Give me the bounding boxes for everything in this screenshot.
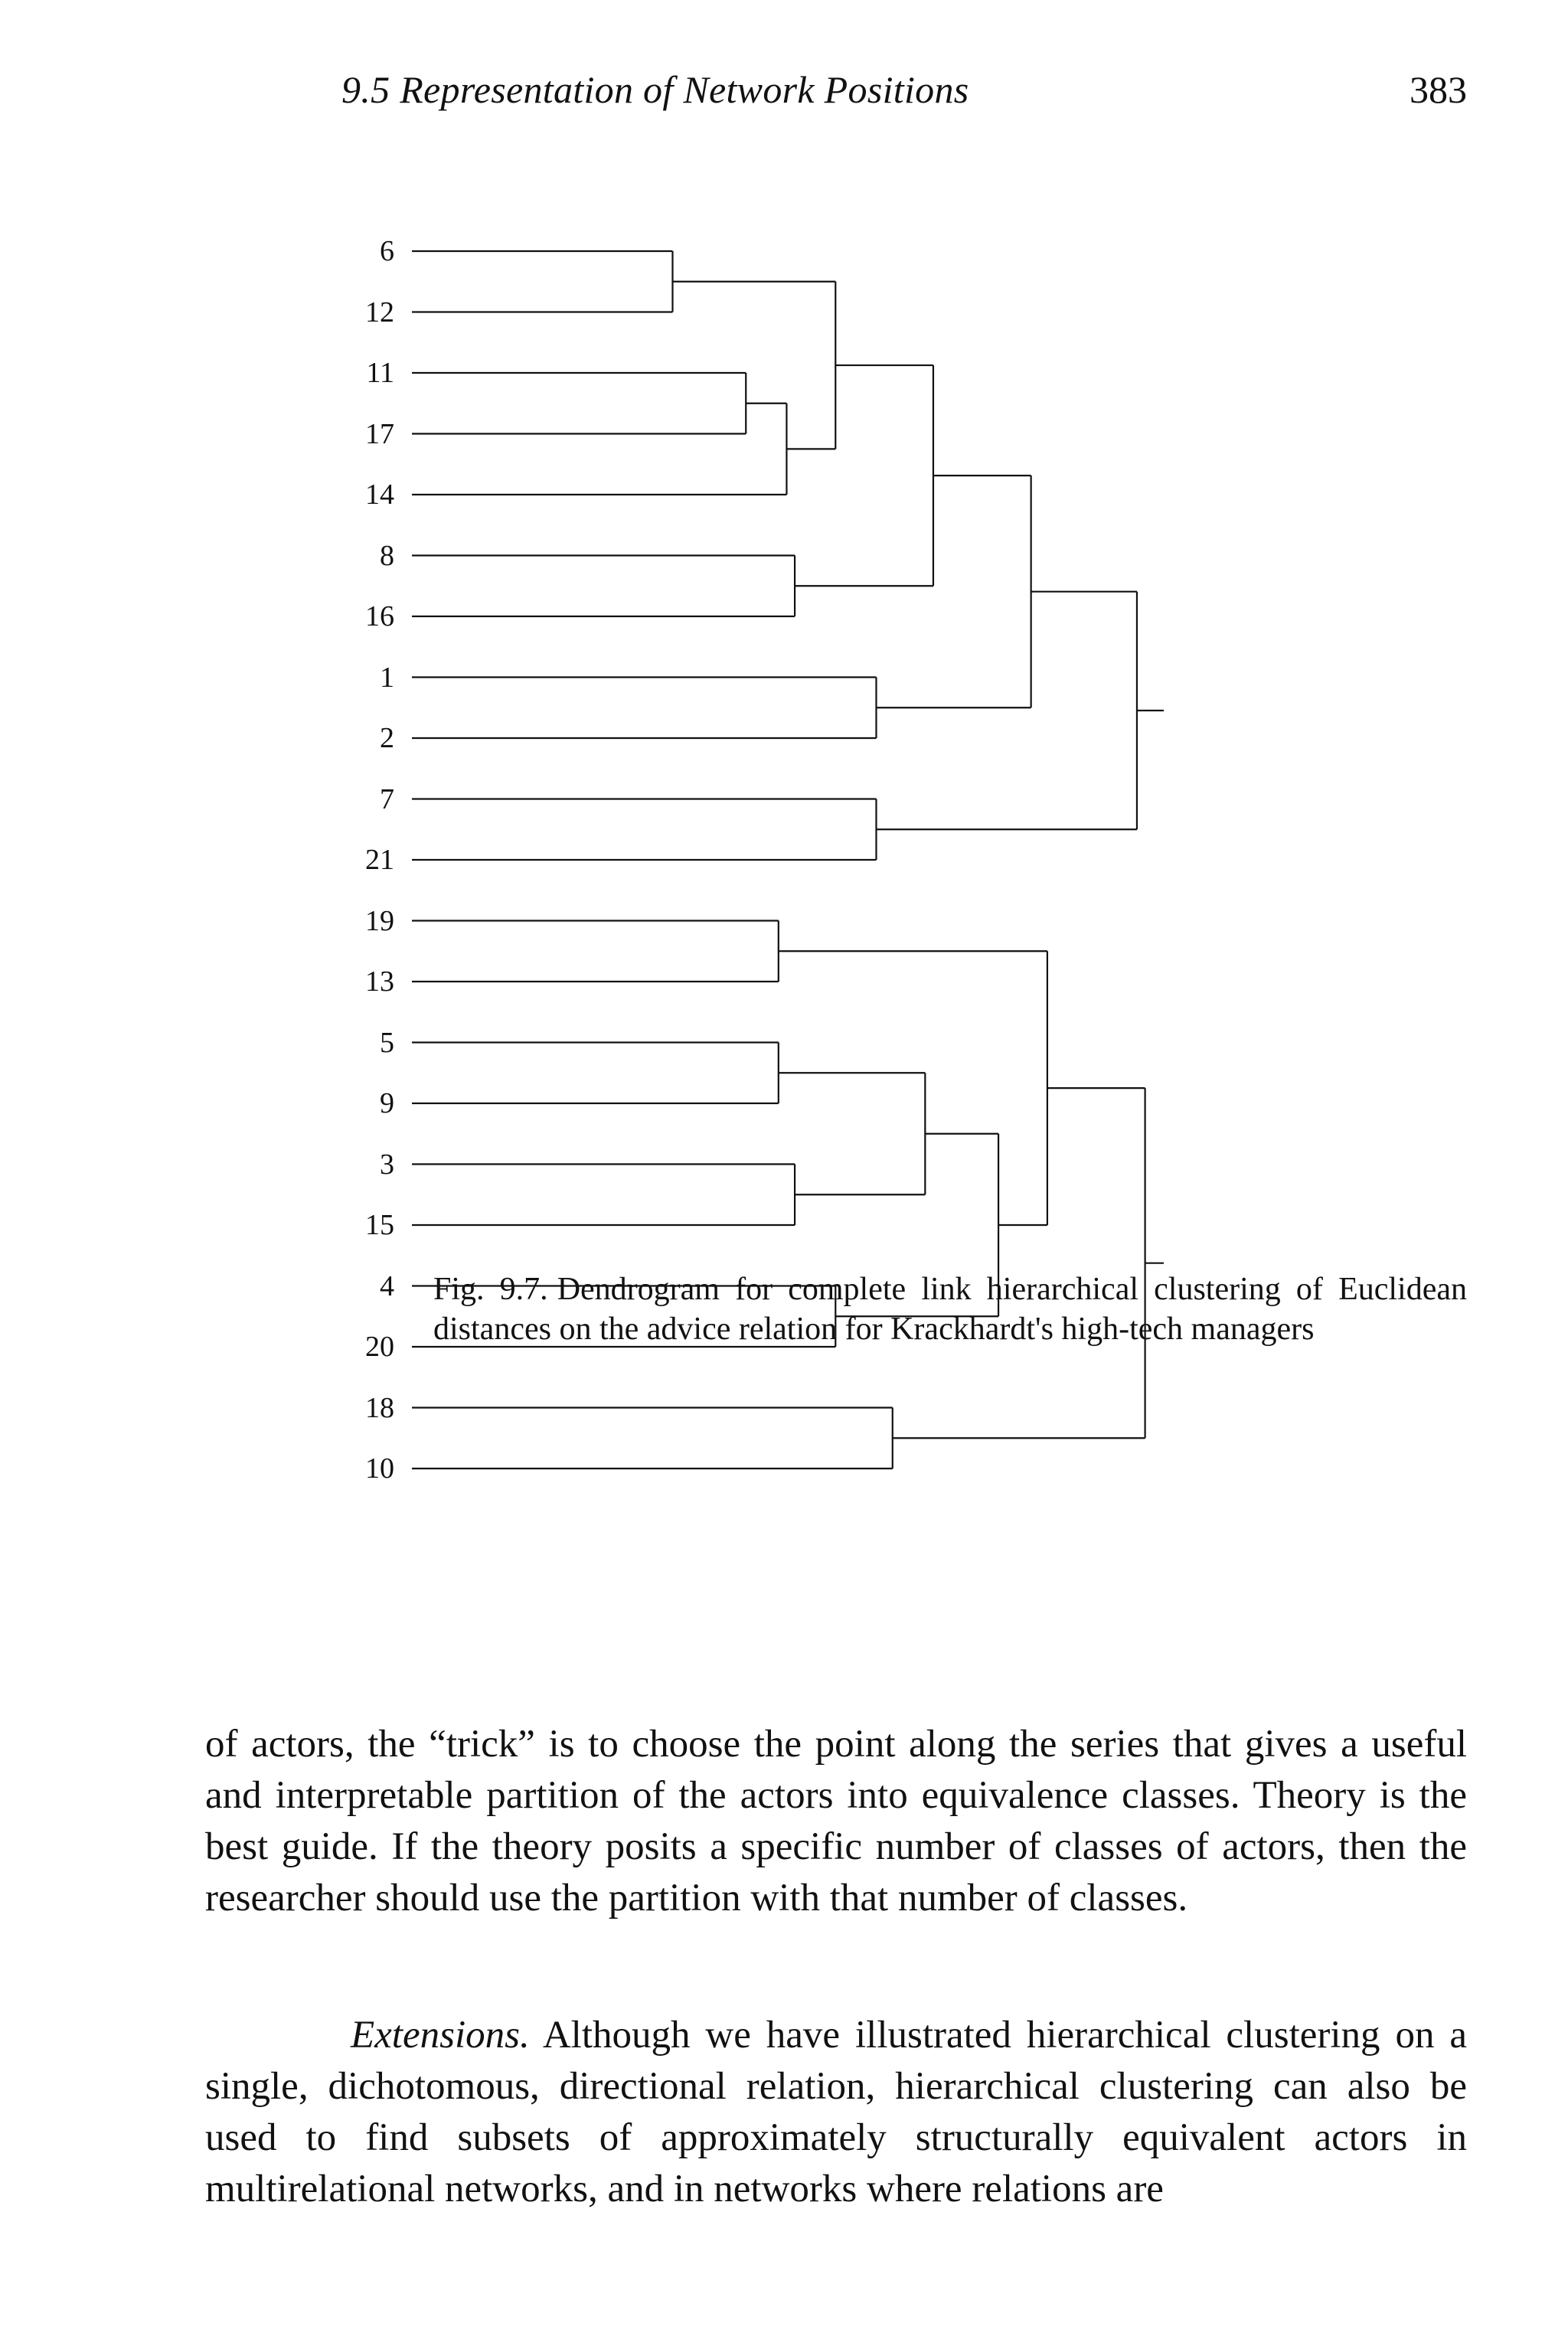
body-paragraph-2: [205, 2010, 1467, 2215]
leaf-label-3: 3: [380, 1148, 394, 1181]
figure-caption: [433, 1269, 1467, 1349]
leaf-label-20: 20: [365, 1331, 394, 1363]
leaf-label-8: 8: [380, 539, 394, 572]
leaf-label-14: 14: [365, 479, 394, 511]
leaf-label-9: 9: [380, 1087, 394, 1119]
caption-text: Dendrogram for complete link hierarchical clustering of Euclidean distances on the advice relation for Krackhardt's high-tech managers: [433, 1272, 1467, 1347]
running-head: [341, 67, 1467, 129]
leaf-label-2: 2: [380, 722, 394, 754]
leaf-label-12: 12: [365, 296, 394, 328]
leaf-label-17: 17: [365, 417, 394, 450]
leaf-label-1: 1: [380, 661, 394, 694]
leaf-label-21: 21: [365, 844, 394, 876]
leaf-label-7: 7: [380, 782, 394, 815]
leaf-label-19: 19: [365, 904, 394, 937]
paragraph-heading: Extensions.: [351, 2014, 530, 2057]
leaf-label-15: 15: [365, 1209, 394, 1241]
page-number: 383: [1410, 68, 1467, 111]
leaf-label-6: 6: [380, 235, 394, 267]
leaf-label-13: 13: [365, 965, 394, 998]
leaf-label-16: 16: [365, 600, 394, 632]
leaf-label-11: 11: [366, 357, 394, 389]
leaf-label-10: 10: [365, 1452, 394, 1485]
body-paragraph-1: of actors, the “trick” is to choose the point along the series that gives a useful and interpretable partition of the actors into equivalence classes. Theory is the best guide. If the theory posits a specific number of classes of actors, then the researcher should use the partition with that number of classes.: [205, 1723, 1467, 1919]
leaf-label-18: 18: [365, 1391, 394, 1424]
paragraph-text: Although we have illustrated hierarchical clustering on a single, dichotomous, directional relation, hierarchical clustering can also be used to find subsets of approximately structurally equivalent actors in multirelational networks, and in networks where relations are: [205, 2014, 1467, 2210]
caption-label: Fig. 9.7.: [433, 1272, 548, 1307]
running-title: 9.5 Representation of Network Positions: [341, 68, 969, 111]
leaf-label-4: 4: [380, 1269, 394, 1302]
leaf-label-5: 5: [380, 1026, 394, 1059]
